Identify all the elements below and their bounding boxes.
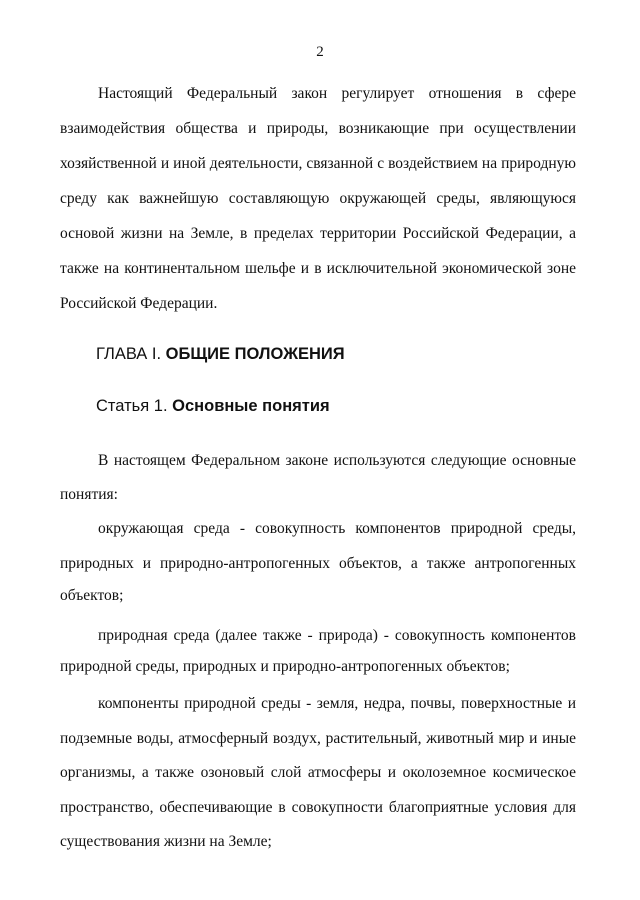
body-line: В настоящем Федеральном законе используются следующие основные [98, 452, 576, 469]
body-line: окружающая среда - совокупность компонентов природной среды, [98, 520, 576, 537]
body-line: организмы, а также озоновый слой атмосферы и околоземное космическое [60, 764, 576, 781]
intro-line: Российской Федерации. [60, 295, 218, 312]
body-line: природной среды, природных и природно-антропогенных объектов; [60, 658, 510, 675]
body-line: объектов; [60, 587, 124, 604]
intro-line: хозяйственной и иной деятельности, связанной с воздействием на природную [60, 155, 576, 172]
body-line: существования жизни на Земле; [60, 833, 272, 850]
intro-line: также на континентальном шельфе и в исключительной экономической зоне [60, 260, 576, 277]
body-line: компоненты природной среды - земля, недра, почвы, поверхностные и [98, 695, 576, 712]
page-number: 2 [316, 44, 324, 60]
intro-line: среду как важнейшую составляющую окружающей среды, являющуюся [60, 190, 576, 207]
intro-line: основой жизни на Земле, в пределах территории Российской Федерации, а [60, 225, 576, 242]
body-line: пространство, обеспечивающие в совокупности благоприятные условия для [60, 799, 576, 816]
chapter-prefix: ГЛАВА I. [96, 345, 162, 363]
intro-line: взаимодействия общества и природы, возникающие при осуществлении [60, 120, 576, 137]
intro-line: Настоящий Федеральный закон регулирует отношения в сфере [98, 85, 576, 102]
body-line: подземные воды, атмосферный воздух, растительный, животный мир и иные [60, 730, 576, 747]
article-prefix: Статья 1. [96, 397, 168, 415]
article-heading [96, 397, 330, 416]
body-line: природных и природно-антропогенных объектов, а также антропогенных [60, 555, 576, 572]
article-title: Основные понятия [172, 397, 330, 415]
body-line: природная среда (далее также - природа) - совокупность компонентов [98, 627, 576, 644]
chapter-heading [96, 345, 345, 364]
chapter-title: ОБЩИЕ ПОЛОЖЕНИЯ [165, 345, 345, 363]
body-line: понятия: [60, 486, 118, 503]
